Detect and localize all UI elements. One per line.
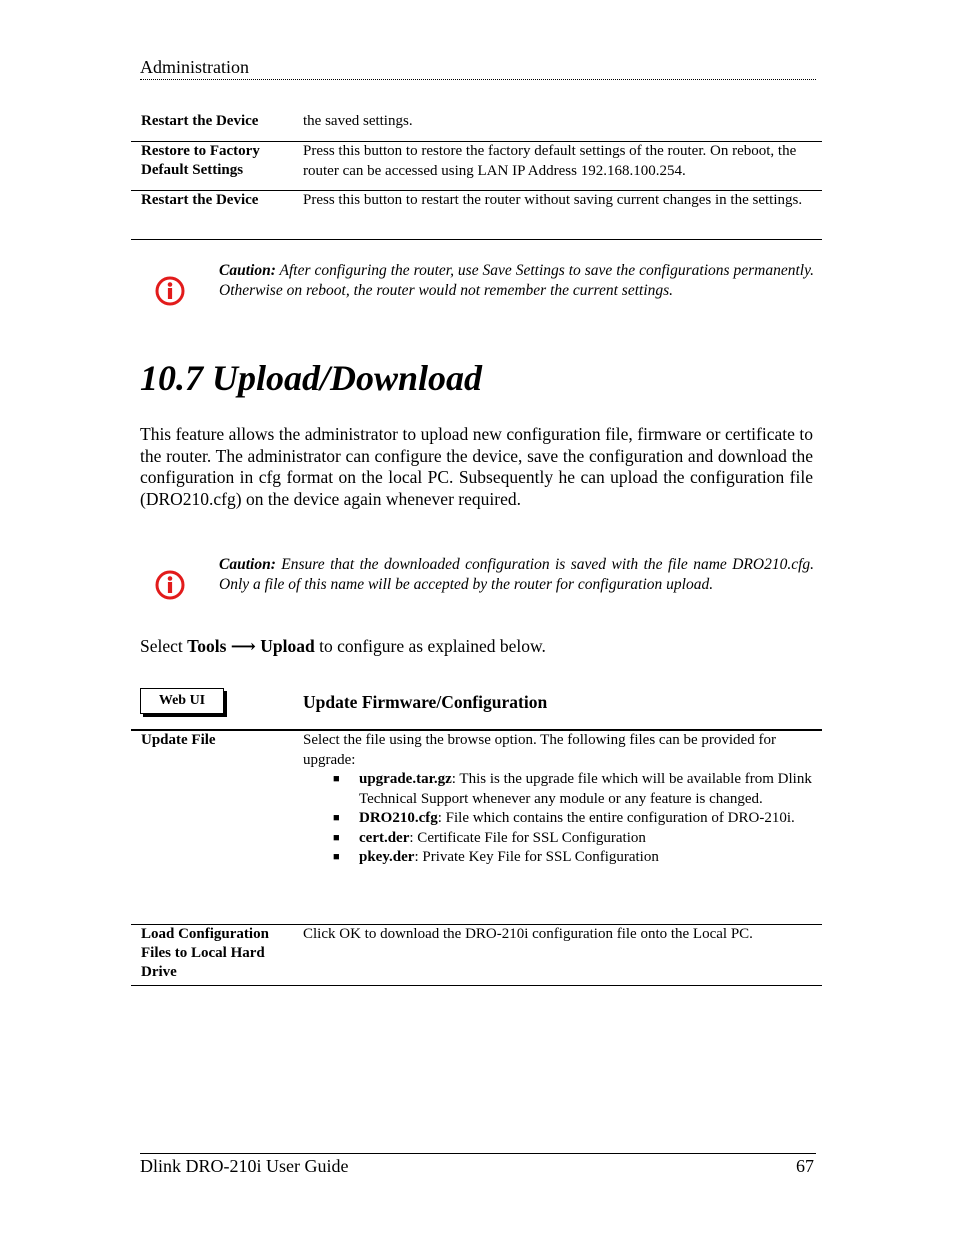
table-row: [131, 142, 822, 190]
row-intro: Select the file using the browse option. The following files can be provided for upgrade:: [303, 732, 776, 768]
menu-upload: Upload: [260, 636, 315, 656]
row-label: Restart the Device: [141, 113, 259, 129]
caution-note: [155, 276, 185, 311]
navigation-instruction: [140, 636, 546, 657]
file-desc: : Certificate File for SSL Configuration: [409, 829, 646, 846]
table-row: [131, 191, 822, 239]
info-circle-icon: [155, 276, 185, 306]
footer-guide-title: Dlink DRO-210i User Guide: [140, 1156, 349, 1176]
caution-text: [219, 555, 814, 594]
caution-lead: Caution:: [219, 556, 276, 573]
list-item: [303, 829, 814, 849]
table-row: [131, 925, 822, 985]
row-text: the saved settings.: [303, 113, 413, 129]
upload-table: [131, 731, 822, 986]
list-item: [303, 848, 814, 868]
caution-text: [219, 261, 814, 300]
table-row: [131, 104, 822, 141]
row-text: Press this button to restart the router without saving current changes in the settings.: [303, 192, 803, 208]
square-bullet-icon: ■: [333, 831, 340, 844]
page-number: 67: [796, 1156, 814, 1176]
file-list: [303, 770, 814, 868]
square-bullet-icon: ■: [333, 773, 340, 785]
settings-table: [131, 104, 822, 240]
row-text: Press this button to restore the factory default settings of the router. On reboot, the router can be accessed using LAN IP Address 192.168.100.254.: [303, 143, 797, 179]
file-name: cert.der: [359, 829, 410, 846]
select-prefix: Select: [140, 636, 188, 656]
menu-tools: Tools: [187, 636, 227, 656]
caution-lead: Caution:: [219, 262, 276, 279]
section-title: 10.7 Upload/Download: [140, 358, 483, 398]
file-name: pkey.der: [359, 849, 415, 865]
caution-note: [155, 570, 185, 605]
table-bottom-rule: [131, 239, 822, 240]
web-ui-badge: Web UI: [140, 688, 224, 714]
table-bottom-rule: [131, 985, 822, 986]
square-bullet-icon: ■: [333, 812, 340, 824]
list-item: [303, 809, 814, 829]
header-divider: [140, 79, 816, 80]
footer-divider: [140, 1153, 816, 1154]
file-name: DRO210.cfg: [359, 810, 438, 826]
row-label: Update File: [141, 732, 216, 748]
square-bullet-icon: ■: [333, 851, 340, 863]
file-desc: : File which contains the entire configuration of DRO-210i.: [437, 810, 795, 826]
table-row: [131, 731, 822, 924]
file-desc: : This is the upgrade file which will be available from Dlink Technical Support whenever any module or any feature is changed.: [359, 771, 812, 807]
row-text: Click OK to download the DRO-210i configuration file onto the Local PC.: [303, 926, 753, 942]
select-suffix: to configure as explained below.: [314, 636, 546, 656]
file-name: upgrade.tar.gz: [359, 771, 452, 787]
section-paragraph: This feature allows the administrator to upload new configuration file, firmware or certificate to the router. The administrator can configure the device, save the configuration and download the configuration in cfg format on the local PC. Subsequently he can upload the configuration file (DRO210.cfg) on the device again whenever required.: [140, 424, 813, 509]
arrow-right-icon: ⟶: [230, 636, 256, 656]
info-circle-icon: [155, 570, 185, 600]
row-content: [303, 731, 822, 924]
caution-body: Ensure that the downloaded configuration is saved with the file name DRO210.cfg. Only a file of this name will be accepted by the router for configuration upload.: [219, 556, 815, 593]
subsection-title: Update Firmware/Configuration: [303, 692, 548, 712]
caution-body: After configuring the router, use Save Settings to save the configurations permanently. Otherwise on reboot, the router would not remember the current settings.: [219, 262, 814, 299]
row-label: Restore to Factory Default Settings: [141, 143, 260, 178]
running-header: Administration: [140, 57, 249, 77]
row-label: Restart the Device: [141, 192, 259, 208]
list-item: [303, 770, 814, 809]
row-label: Load Configuration Files to Local Hard Drive: [141, 926, 269, 980]
file-desc: : Private Key File for SSL Configuration: [414, 849, 659, 865]
